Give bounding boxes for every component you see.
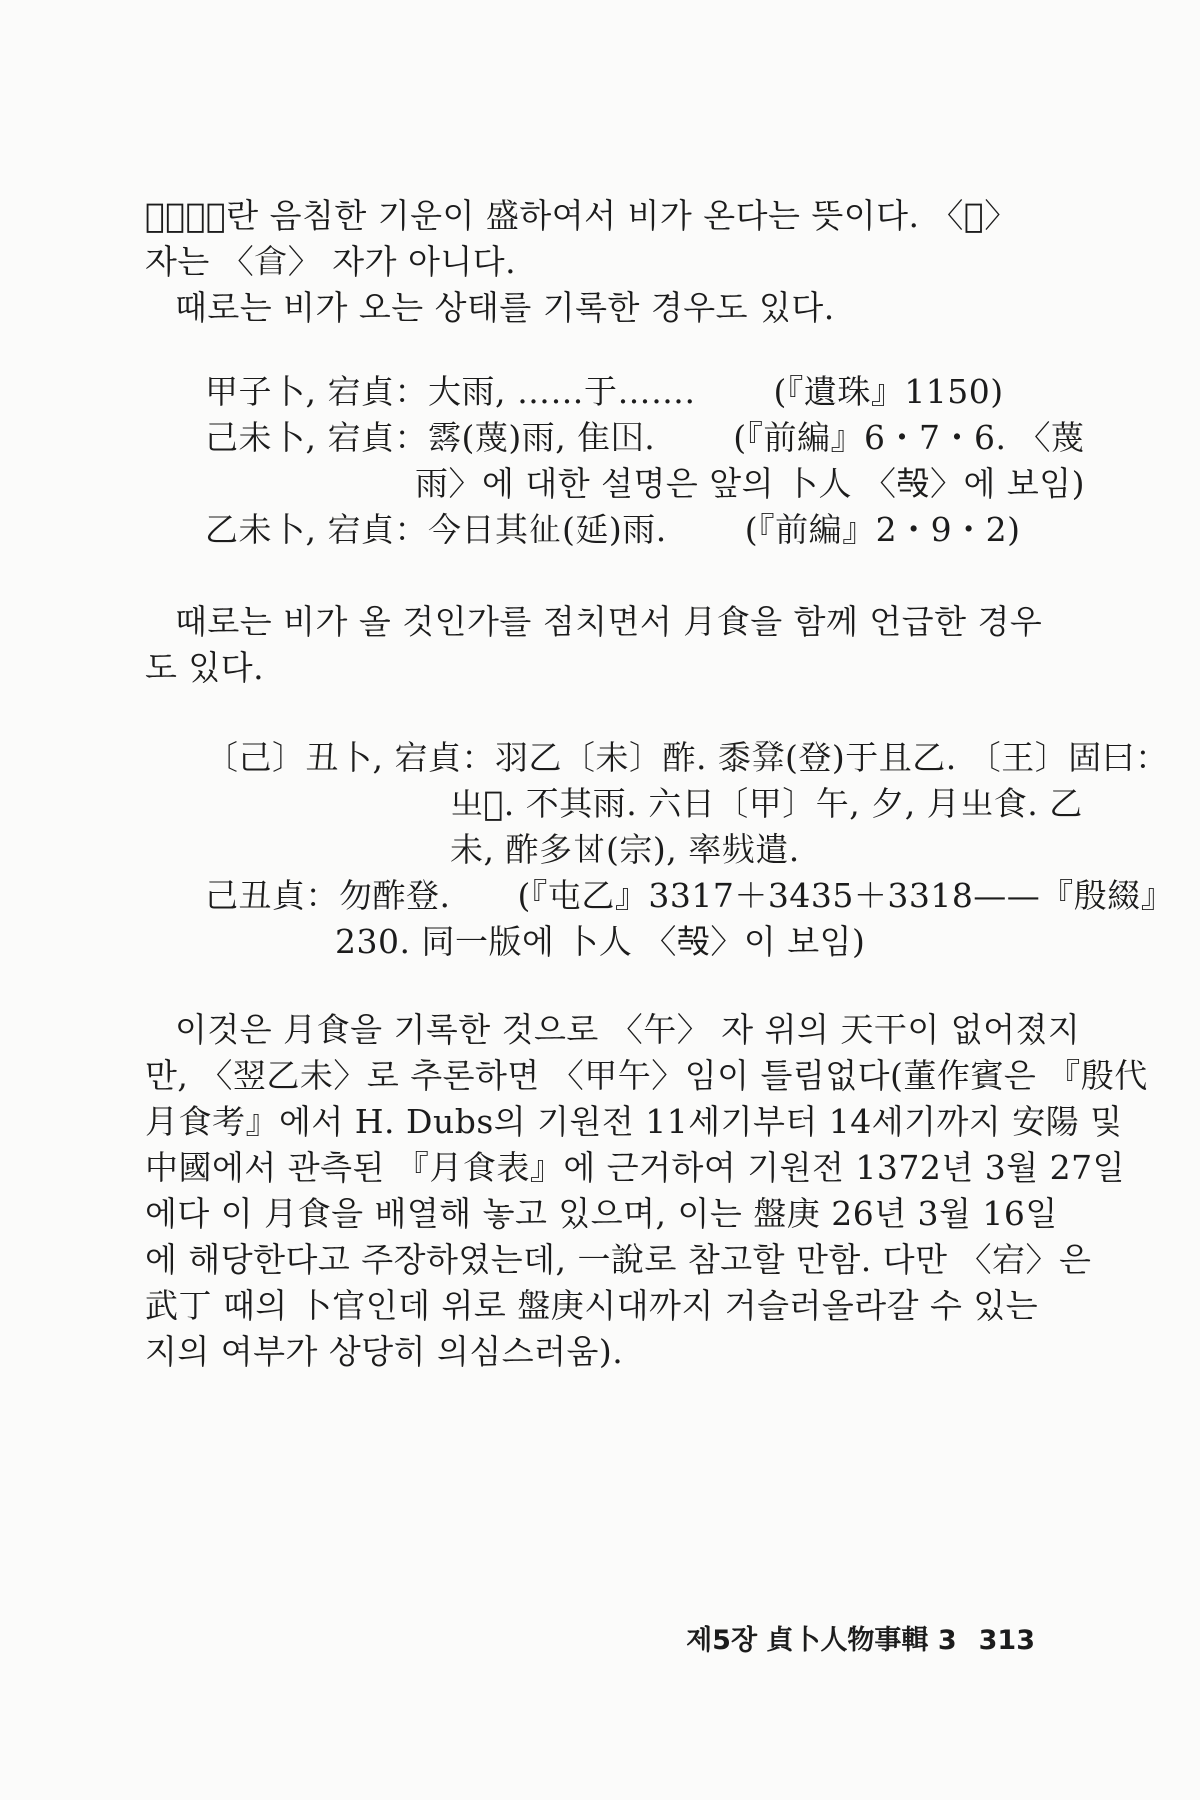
quote-line: 未, 酢多𠀠(宗), 率𢧁遣. xyxy=(450,830,800,869)
quote-line: 雨〉에 대한 설명은 앞의 卜人 〈𣪊〉에 보임) xyxy=(415,464,1085,503)
page-number: 313 xyxy=(978,1625,1035,1656)
paragraph-line: 中國에서 관측된 『月食表』에 근거하여 기원전 1372년 3월 27일 xyxy=(145,1148,1125,1187)
quote-line: 〔己〕丑卜, 宕貞：羽乙〔未〕酢. 黍𤼷(登)于且乙. 〔王〕固曰： xyxy=(205,738,1169,777)
quote-line: 己丑貞：勿酢登. (『屯乙』3317＋3435＋3318——『殷綴』 xyxy=(205,876,1175,915)
quote-line: 己未卜, 宕貞：𩃬(蔑)雨, 隹𡆥. (『前編』6・7・6. 〈蔑 xyxy=(205,418,1085,457)
paragraph-line: 이것은 月食을 기록한 것으로 〈午〉 자 위의 天干이 없어졌지 xyxy=(175,1010,1081,1049)
paragraph-line: 에 해당한다고 주장하였는데, 一說로 참고할 만함. 다만 〈宕〉은 xyxy=(145,1240,1092,1279)
quote-line: 甲子卜, 宕貞：大雨, ……于……. (『遺珠』1150) xyxy=(205,372,1004,411)
paragraph-line: 에다 이 月食을 배열해 놓고 있으며, 이는 盤庚 26년 3월 16일 xyxy=(145,1194,1058,1233)
paragraph-line: 만, 〈翌乙未〉로 추론하면 〈甲午〉임이 틀림없다(董作賓은 『殷代 xyxy=(145,1056,1148,1095)
paragraph-line: 때로는 비가 오는 상태를 기록한 경우도 있다. xyxy=(175,288,835,327)
chapter-title: 제5장 貞卜人物事輯 3 xyxy=(686,1625,957,1656)
paragraph-line: 지의 여부가 상당히 의심스러움). xyxy=(145,1332,624,1371)
paragraph-line: 月食考』에서 H. Dubs의 기원전 11세기부터 14세기까지 安陽 및 xyxy=(145,1102,1123,1141)
quote-line: 㞢𥞤. 不其雨. 六日〔甲〕午, 夕, 月㞢食. 乙 xyxy=(450,784,1083,823)
paragraph-line: 때로는 비가 올 것인가를 점치면서 月食을 함께 언급한 경우 xyxy=(175,602,1043,641)
paragraph-line: 도 있다. xyxy=(145,648,265,687)
page-footer xyxy=(686,1618,1035,1657)
quote-line: 乙未卜, 宕貞：今日其𢓊(延)雨. (『前編』2・9・2) xyxy=(205,510,1021,549)
paragraph-line: 〈𥞤雨〉란 음침한 기운이 盛하여서 비가 온다는 뜻이다. 〈𥞤〉 xyxy=(145,196,1018,235)
paragraph-line: 자는 〈𣌭〉 자가 아니다. xyxy=(145,242,517,281)
paragraph-line: 武丁 때의 卜官인데 위로 盤庚시대까지 거슬러올라갈 수 있는 xyxy=(145,1286,1039,1325)
quote-line: 230. 同一版에 卜人 〈𣪊〉이 보임) xyxy=(335,922,866,961)
